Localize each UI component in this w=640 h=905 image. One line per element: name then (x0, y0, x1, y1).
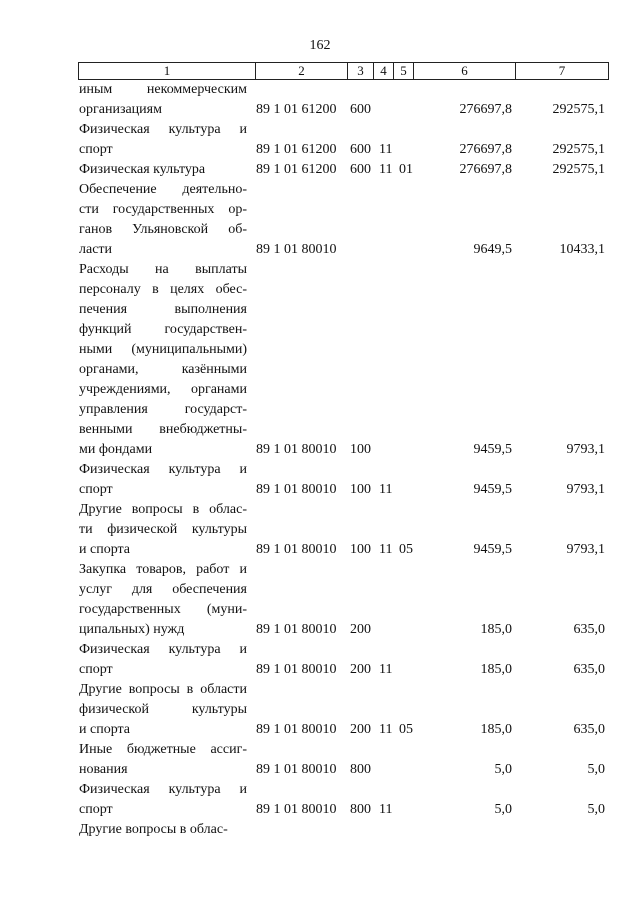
row-description: Физическая культура и (79, 462, 247, 477)
row-amount-col6: 185,0 (480, 662, 512, 677)
table-row-line (0, 700, 640, 720)
table-row-line (0, 560, 640, 580)
row-description: Обеспечение деятельно- (79, 182, 247, 197)
row-expense-type: 600 (350, 162, 371, 177)
row-description: ганов Ульяновской об- (79, 222, 247, 237)
row-description: Другие вопросы в облас- (79, 822, 228, 837)
page-number: 162 (309, 38, 331, 53)
row-description: Физическая культура (79, 162, 206, 177)
row-description: ласти (79, 242, 113, 257)
row-description: Закупка товаров, работ и (79, 562, 247, 577)
row-description: органами, казёнными (79, 362, 247, 377)
row-code: 89 1 01 61200 (256, 162, 337, 177)
header-col-5: 5 (393, 63, 413, 79)
table-row-line (0, 220, 640, 240)
row-amount-col6: 276697,8 (459, 162, 512, 177)
table-row-line (0, 380, 640, 400)
header-col-7: 7 (515, 63, 608, 79)
row-description: спорт (79, 142, 113, 157)
row-code: 89 1 01 80010 (256, 802, 337, 817)
table-row-line (0, 400, 640, 420)
header-col-2: 2 (255, 63, 347, 79)
table-row-line (0, 100, 640, 120)
table-row-line (0, 260, 640, 280)
table-row-line (0, 720, 640, 740)
table-row-line (0, 420, 640, 440)
table-row-line (0, 740, 640, 760)
row-description: печения выполнения (79, 302, 247, 317)
row-amount-col7: 5,0 (587, 802, 605, 817)
row-expense-type: 800 (350, 762, 371, 777)
row-description: и спорта (79, 542, 131, 557)
row-description: сти государственных ор- (79, 202, 247, 217)
row-description: ципальных) нужд (79, 622, 185, 637)
row-expense-type: 100 (350, 542, 371, 557)
row-section: 11 (379, 662, 393, 677)
row-description: персоналу в целях обес- (79, 282, 247, 297)
row-amount-col6: 5,0 (494, 762, 512, 777)
row-description: иным некоммерческим (79, 82, 247, 97)
header-col-1: 1 (163, 63, 171, 78)
row-code: 89 1 01 80010 (256, 242, 337, 257)
row-amount-col7: 9793,1 (566, 442, 605, 457)
table-row-line (0, 520, 640, 540)
row-description: организациям (79, 102, 162, 117)
table-row-line (0, 200, 640, 220)
row-description: Физическая культура и (79, 782, 247, 797)
row-amount-col7: 292575,1 (552, 162, 605, 177)
table-row-line (0, 580, 640, 600)
row-amount-col6: 9459,5 (473, 442, 512, 457)
row-amount-col7: 635,0 (573, 662, 605, 677)
row-code: 89 1 01 80010 (256, 482, 337, 497)
table-row-line (0, 820, 640, 840)
table-row-line (0, 800, 640, 820)
row-description: венными внебюджетны- (79, 422, 247, 437)
table-row-line (0, 440, 640, 460)
row-description: Иные бюджетные ассиг- (79, 742, 247, 757)
row-description: государственных (муни- (79, 602, 247, 617)
row-description: Физическая культура и (79, 122, 247, 137)
table-row-line (0, 500, 640, 520)
row-section: 11 (379, 142, 393, 157)
row-code: 89 1 01 80010 (256, 662, 337, 677)
table-header (78, 62, 609, 80)
row-subsection: 01 (399, 162, 413, 177)
row-description: ти физической культуры (79, 522, 247, 537)
row-amount-col7: 10433,1 (559, 242, 605, 257)
row-amount-col6: 185,0 (480, 722, 512, 737)
row-section: 11 (379, 542, 393, 557)
row-amount-col6: 5,0 (494, 802, 512, 817)
table-row-line (0, 300, 640, 320)
row-amount-col7: 635,0 (573, 722, 605, 737)
row-amount-col7: 635,0 (573, 622, 605, 637)
row-section: 11 (379, 802, 393, 817)
table-row-line (0, 780, 640, 800)
row-expense-type: 200 (350, 662, 371, 677)
row-description: управления государст- (79, 402, 247, 417)
row-expense-type: 200 (350, 722, 371, 737)
row-description: спорт (79, 802, 113, 817)
budget-table-body (0, 80, 640, 840)
table-row-line (0, 160, 640, 180)
table-row-line (0, 660, 640, 680)
table-row-line (0, 460, 640, 480)
row-description: ми фондами (79, 442, 153, 457)
row-description: учреждениями, органами (79, 382, 247, 397)
row-code: 89 1 01 80010 (256, 722, 337, 737)
row-code: 89 1 01 61200 (256, 142, 337, 157)
row-description: услуг для обеспечения (79, 582, 247, 597)
row-amount-col7: 292575,1 (552, 142, 605, 157)
header-col-3: 3 (347, 63, 373, 79)
row-amount-col7: 5,0 (587, 762, 605, 777)
table-row-line (0, 320, 640, 340)
row-description: спорт (79, 482, 113, 497)
row-amount-col6: 185,0 (480, 622, 512, 637)
table-row-line (0, 180, 640, 200)
header-col-6: 6 (413, 63, 515, 79)
header-col-4: 4 (373, 63, 393, 79)
row-subsection: 05 (399, 542, 413, 557)
table-row-line (0, 140, 640, 160)
row-code: 89 1 01 80010 (256, 442, 337, 457)
table-row-line (0, 340, 640, 360)
table-row-line (0, 360, 640, 380)
table-row-line (0, 280, 640, 300)
row-expense-type: 600 (350, 142, 371, 157)
row-description: нования (79, 762, 128, 777)
table-row-line (0, 120, 640, 140)
table-row-line (0, 600, 640, 620)
row-amount-col6: 9649,5 (473, 242, 512, 257)
row-description: ными (муниципальными) (79, 342, 247, 357)
row-description: Другие вопросы в облас- (79, 502, 247, 517)
row-expense-type: 800 (350, 802, 371, 817)
table-row-line (0, 480, 640, 500)
row-section: 11 (379, 162, 393, 177)
row-amount-col7: 292575,1 (552, 102, 605, 117)
table-row-line (0, 640, 640, 660)
row-subsection: 05 (399, 722, 413, 737)
row-description: Другие вопросы в области (79, 682, 247, 697)
row-description: и спорта (79, 722, 131, 737)
row-amount-col6: 9459,5 (473, 542, 512, 557)
table-row-line (0, 620, 640, 640)
row-code: 89 1 01 80010 (256, 622, 337, 637)
row-code: 89 1 01 61200 (256, 102, 337, 117)
row-amount-col6: 9459,5 (473, 482, 512, 497)
row-amount-col6: 276697,8 (459, 102, 512, 117)
row-description: физической культуры (79, 702, 247, 717)
row-description: Расходы на выплаты (79, 262, 247, 277)
row-amount-col6: 276697,8 (459, 142, 512, 157)
table-row-line (0, 760, 640, 780)
row-description: Физическая культура и (79, 642, 247, 657)
row-description: функций государствен- (79, 322, 247, 337)
row-expense-type: 100 (350, 442, 371, 457)
table-row-line (0, 240, 640, 260)
row-section: 11 (379, 722, 393, 737)
table-row-line (0, 540, 640, 560)
row-amount-col7: 9793,1 (566, 542, 605, 557)
row-expense-type: 100 (350, 482, 371, 497)
row-expense-type: 200 (350, 622, 371, 637)
row-amount-col7: 9793,1 (566, 482, 605, 497)
row-section: 11 (379, 482, 393, 497)
row-code: 89 1 01 80010 (256, 542, 337, 557)
table-row-line (0, 80, 640, 100)
row-code: 89 1 01 80010 (256, 762, 337, 777)
table-row-line (0, 680, 640, 700)
row-expense-type: 600 (350, 102, 371, 117)
row-description: спорт (79, 662, 113, 677)
